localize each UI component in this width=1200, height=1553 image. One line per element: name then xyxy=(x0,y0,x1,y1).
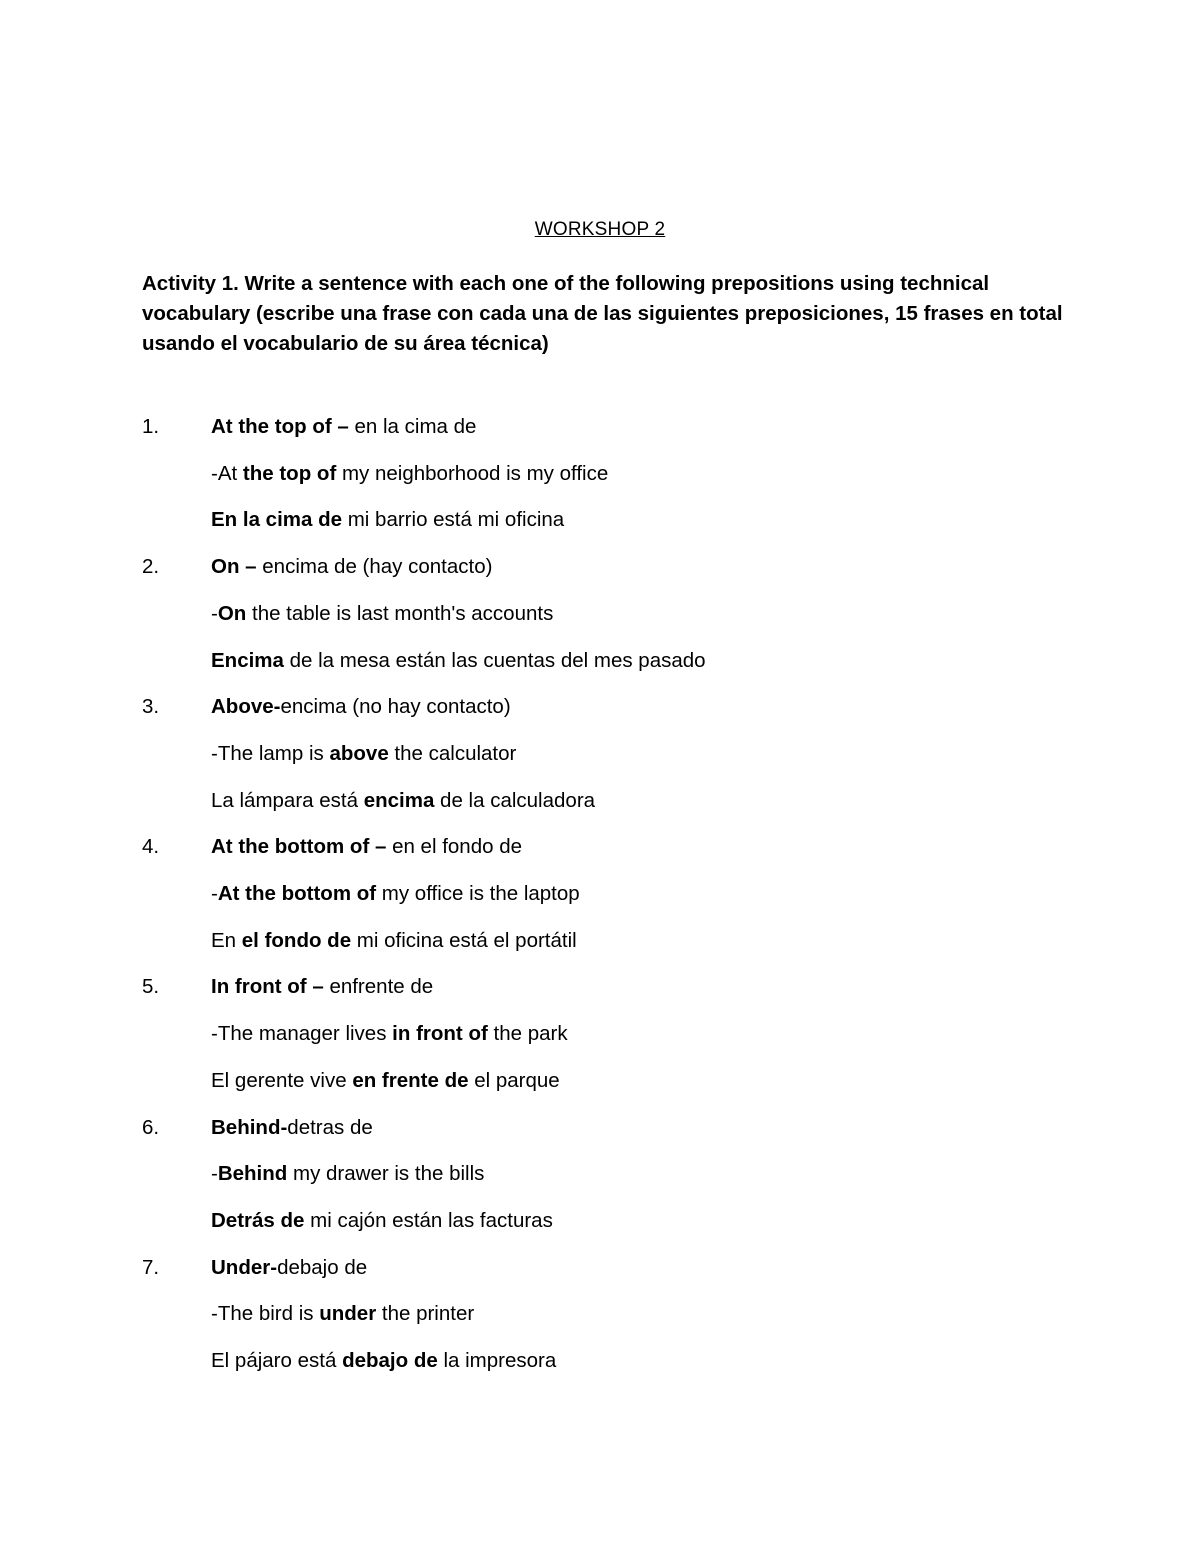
item-number: 7. xyxy=(142,1255,160,1279)
item-number: 2. xyxy=(142,555,160,579)
bold-text-segment: At the bottom of xyxy=(217,882,377,905)
item-heading xyxy=(211,1252,367,1284)
bold-text-segment: in front of xyxy=(392,1022,488,1046)
text-segment: encima (no hay contacto) xyxy=(280,695,511,719)
bold-text-segment: above xyxy=(329,741,389,765)
text-segment: - xyxy=(211,601,218,625)
bold-text-segment: encima xyxy=(363,788,435,812)
instruction-line: usando el vocabulario de su área técnica) xyxy=(142,332,549,355)
item-number: 5. xyxy=(142,975,160,999)
bold-text-segment: el fondo de xyxy=(241,928,352,952)
bold-text-segment: Behind xyxy=(217,1162,288,1186)
text-segment: - xyxy=(211,882,218,905)
spanish-translation xyxy=(211,785,595,817)
text-segment: en la cima de xyxy=(354,415,477,438)
text-segment: -The lamp is xyxy=(211,741,330,765)
item-number: 6. xyxy=(142,1115,160,1139)
spanish-translation xyxy=(211,504,564,536)
spanish-translation xyxy=(211,1065,560,1097)
item-number: 1. xyxy=(142,415,160,438)
instruction-line: Activity 1. Write a sentence with each one of the following prepositions using technical xyxy=(142,272,990,295)
bold-text-segment: Behind- xyxy=(211,1115,288,1139)
text-segment: En xyxy=(211,928,242,952)
text-segment: the printer xyxy=(376,1302,475,1326)
item-heading xyxy=(211,551,492,583)
text-segment: the park xyxy=(487,1022,568,1046)
text-segment: debajo de xyxy=(277,1255,368,1279)
activity-instructions xyxy=(142,269,1072,359)
text-segment: enfrente de xyxy=(329,975,434,999)
item-heading xyxy=(211,971,433,1003)
text-segment: mi cajón están las facturas xyxy=(304,1208,553,1232)
bold-text-segment: en frente de xyxy=(352,1068,469,1092)
instruction-line: vocabulary (escribe una frase con cada una de las siguientes preposiciones, 15 frases en total xyxy=(142,302,1063,325)
spanish-translation xyxy=(211,645,706,677)
item-heading xyxy=(211,831,522,863)
text-segment: El pájaro está xyxy=(211,1349,343,1372)
text-segment: -The manager lives xyxy=(211,1022,393,1046)
text-segment: de la mesa están las cuentas del mes pasado xyxy=(283,648,706,672)
text-segment: el parque xyxy=(468,1068,560,1092)
spanish-translation xyxy=(211,925,577,957)
text-segment: detras de xyxy=(287,1115,373,1139)
bold-text-segment: In front of – xyxy=(211,975,330,999)
english-example xyxy=(211,598,553,630)
bold-text-segment: debajo de xyxy=(342,1349,438,1372)
text-segment: La lámpara está xyxy=(211,788,364,812)
text-segment: en el fondo de xyxy=(392,835,523,859)
item-number: 4. xyxy=(142,835,160,859)
text-segment: mi barrio está mi oficina xyxy=(342,508,565,532)
english-example xyxy=(211,878,580,910)
text-segment: my drawer is the bills xyxy=(287,1162,485,1186)
bold-text-segment: the top of xyxy=(242,461,337,485)
bold-text-segment: Detrás de xyxy=(211,1208,305,1232)
text-segment: my neighborhood is my office xyxy=(336,461,609,485)
document-title: WORKSHOP 2 xyxy=(534,219,666,240)
bold-text-segment: Above- xyxy=(211,695,281,719)
item-heading xyxy=(211,411,476,443)
text-segment: -At xyxy=(211,461,243,485)
bold-text-segment: Under- xyxy=(211,1255,278,1279)
bold-text-segment: Encima xyxy=(211,648,284,672)
text-segment: mi oficina está el portátil xyxy=(351,928,577,952)
text-segment: de la calculadora xyxy=(434,788,596,812)
english-example xyxy=(211,1018,568,1050)
bold-text-segment: At the top of – xyxy=(211,415,355,438)
bold-text-segment: On – xyxy=(211,555,263,579)
text-segment: my office is the laptop xyxy=(376,882,580,905)
text-segment: El gerente vive xyxy=(211,1068,353,1092)
english-example xyxy=(211,458,608,490)
text-segment: la impresora xyxy=(437,1349,557,1372)
text-segment: -The bird is xyxy=(211,1302,320,1326)
english-example xyxy=(211,1158,484,1190)
item-heading xyxy=(211,691,511,723)
english-example xyxy=(211,738,516,770)
text-segment: the calculator xyxy=(388,741,517,765)
spanish-translation xyxy=(211,1345,556,1377)
text-segment: encima de (hay contacto) xyxy=(262,555,493,579)
spanish-translation xyxy=(211,1205,553,1237)
text-segment: the table is last month's accounts xyxy=(246,601,554,625)
text-segment: - xyxy=(211,1162,218,1186)
item-number: 3. xyxy=(142,695,160,719)
item-heading xyxy=(211,1112,373,1144)
bold-text-segment: under xyxy=(319,1302,377,1326)
bold-text-segment: At the bottom of – xyxy=(211,835,393,859)
english-example xyxy=(211,1298,474,1330)
bold-text-segment: En la cima de xyxy=(211,508,343,532)
bold-text-segment: On xyxy=(217,601,247,625)
